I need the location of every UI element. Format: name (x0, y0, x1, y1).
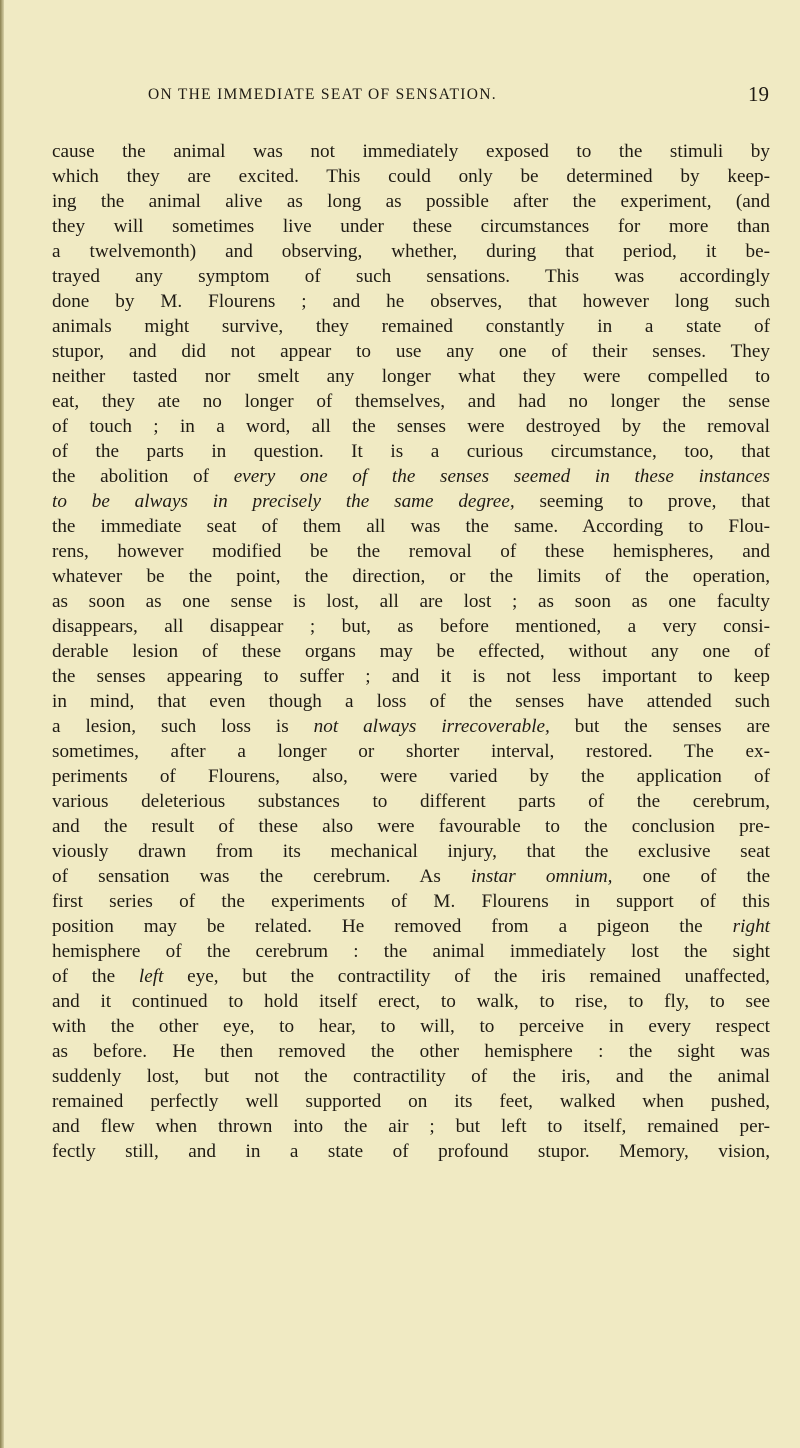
text-line (52, 789, 770, 814)
text-line (52, 489, 770, 514)
text-segment: and it continued to hold itself erect, to walk, to rise, to fly, to see (52, 991, 770, 1012)
text-segment: they will sometimes live under these circumstances for more than (52, 216, 770, 237)
text-segment: viously drawn from its mechanical injury, that the exclusive seat (52, 841, 770, 862)
text-line (52, 1014, 770, 1039)
page-number: 19 (748, 82, 769, 106)
text-line (52, 464, 770, 489)
text-segment: seeming to prove, that (514, 491, 771, 512)
text-line (52, 1089, 770, 1114)
text-line (52, 989, 770, 1014)
text-segment: done by M. Flourens ; and he observes, that however long such (52, 291, 770, 312)
italic-text: every one of the senses seemed in these instances (233, 466, 770, 487)
text-line (52, 889, 770, 914)
text-segment: derable lesion of these organs may be effected, without any one of (52, 641, 770, 662)
text-segment: of the (52, 966, 139, 987)
text-segment: animals might survive, they remained constantly in a state of (52, 316, 770, 337)
text-line (52, 314, 770, 339)
text-segment: fectly still, and in a state of profound stupor. Memory, vision, (52, 1141, 770, 1162)
body-text (52, 139, 770, 1164)
text-segment: hemisphere of the cerebrum : the animal immediately lost the sight (52, 941, 770, 962)
text-segment: periments of Flourens, also, were varied by the application of (52, 766, 770, 787)
text-segment: of the parts in question. It is a curious circumstance, too, that (52, 441, 770, 462)
text-line (52, 564, 770, 589)
text-line (52, 589, 770, 614)
running-header: ON THE IMMEDIATE SEAT OF SENSATION. (148, 86, 497, 103)
text-segment: eat, they ate no longer of themselves, and had no longer the sense (52, 391, 770, 412)
text-line (52, 514, 770, 539)
text-segment: of touch ; in a word, all the senses were destroyed by the removal (52, 416, 770, 437)
italic-text: right (732, 916, 770, 937)
text-line (52, 664, 770, 689)
text-segment: which they are excited. This could only be determined by keep- (52, 166, 770, 187)
text-segment: rens, however modified be the removal of these hemispheres, and (52, 541, 770, 562)
text-segment: cause the animal was not immediately exposed to the stimuli by (52, 141, 770, 162)
text-segment: the abolition of (52, 466, 234, 487)
text-line (52, 539, 770, 564)
italic-text: left (138, 966, 164, 987)
text-line (52, 839, 770, 864)
text-line (52, 364, 770, 389)
text-line (52, 739, 770, 764)
text-segment: eye, but the contractility of the iris remained unaffected, (163, 966, 770, 987)
text-line (52, 139, 770, 164)
text-segment: as soon as one sense is lost, all are lost ; as soon as one faculty (52, 591, 770, 612)
text-segment: a twelvemonth) and observing, whether, during that period, it be- (52, 241, 770, 262)
text-segment: the immediate seat of them all was the same. According to Flou- (52, 516, 770, 537)
text-segment: one of the (612, 866, 770, 887)
text-line (52, 439, 770, 464)
text-segment: sometimes, after a longer or shorter interval, restored. The ex- (52, 741, 770, 762)
text-line (52, 714, 770, 739)
text-line (52, 614, 770, 639)
text-line (52, 264, 770, 289)
text-segment: a lesion, such loss is (52, 716, 314, 737)
text-segment: the senses appearing to suffer ; and it is not less important to keep (52, 666, 770, 687)
text-line (52, 1139, 770, 1164)
text-segment: position may be related. He removed from a pigeon the (52, 916, 733, 937)
text-line (52, 189, 770, 214)
italic-text: not always irrecoverable, (313, 716, 550, 737)
text-line (52, 1039, 770, 1064)
text-line (52, 1114, 770, 1139)
text-segment: in mind, that even though a loss of the senses have attended such (52, 691, 770, 712)
text-segment: ing the animal alive as long as possible after the experiment, (and (52, 191, 770, 212)
text-segment: as before. He then removed the other hemisphere : the sight was (52, 1041, 770, 1062)
text-line (52, 164, 770, 189)
text-segment: first series of the experiments of M. Flourens in support of this (52, 891, 770, 912)
text-segment: disappears, all disappear ; but, as before mentioned, a very consi- (52, 616, 770, 637)
text-segment: and flew when thrown into the air ; but left to itself, remained per- (52, 1116, 770, 1137)
text-line (52, 339, 770, 364)
text-line (52, 939, 770, 964)
text-line (52, 689, 770, 714)
text-line (52, 639, 770, 664)
text-segment: various deleterious substances to different parts of the cerebrum, (52, 791, 770, 812)
text-line (52, 864, 770, 889)
text-line (52, 764, 770, 789)
italic-text: to be always in precisely the same degree, (52, 491, 515, 512)
text-line (52, 914, 770, 939)
text-line (52, 1064, 770, 1089)
text-line (52, 964, 770, 989)
italic-text: instar omnium, (470, 866, 613, 887)
text-line (52, 814, 770, 839)
text-segment: but the senses are (549, 716, 770, 737)
text-segment: whatever be the point, the direction, or the limits of the operation, (52, 566, 770, 587)
text-segment: suddenly lost, but not the contractility of the iris, and the animal (52, 1066, 770, 1087)
text-line (52, 239, 770, 264)
text-segment: with the other eye, to hear, to will, to perceive in every respect (52, 1016, 770, 1037)
text-segment: neither tasted nor smelt any longer what they were compelled to (52, 366, 770, 387)
text-segment: trayed any symptom of such sensations. This was accordingly (52, 266, 770, 287)
text-segment: of sensation was the cerebrum. As (52, 866, 471, 887)
text-segment: and the result of these also were favourable to the conclusion pre- (52, 816, 770, 837)
text-line (52, 389, 770, 414)
page-binding-edge (0, 0, 4, 1448)
text-line (52, 414, 770, 439)
text-line (52, 289, 770, 314)
text-line (52, 214, 770, 239)
text-segment: stupor, and did not appear to use any one of their senses. They (52, 341, 770, 362)
text-segment: remained perfectly well supported on its feet, walked when pushed, (52, 1091, 770, 1112)
